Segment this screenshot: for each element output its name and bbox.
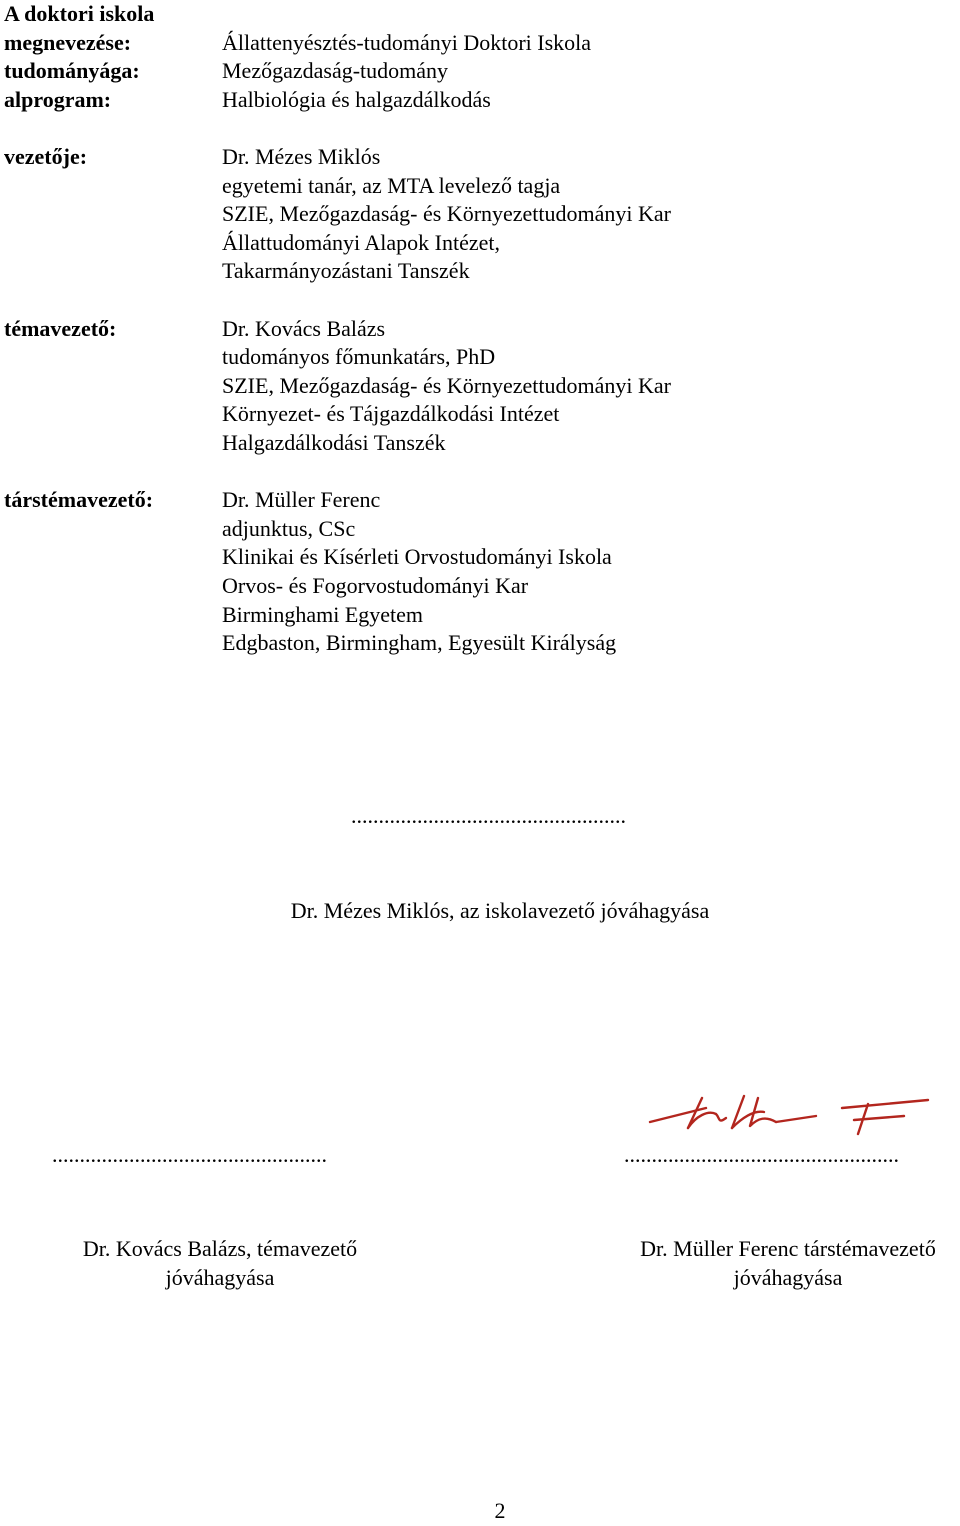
- cosupervisor-line: Klinikai és Kísérleti Orvostudományi Iskola: [222, 544, 612, 570]
- head-label: vezetője:: [4, 144, 88, 169]
- school-name-label-line-2: megnevezése:: [4, 29, 132, 55]
- school-name-label-line-1: A doktori iskola: [4, 1, 155, 26]
- field-label: tudományága:: [4, 58, 140, 84]
- supervisor-approval-caption-1: Dr. Kovács Balázs, témavezető: [82, 1236, 358, 1261]
- cosupervisor-signature: [646, 1088, 936, 1138]
- school-subprogram: Halbiológia és halgazdálkodás: [222, 86, 491, 112]
- supervisor-signature-line: ..................................................: [52, 1142, 327, 1167]
- supervisor-line: tudományos főmunkatárs, PhD: [222, 344, 496, 370]
- cosupervisor-info: [222, 486, 616, 658]
- supervisor-info: [222, 315, 671, 458]
- school-field: Mezőgazdaság-tudomány: [222, 58, 449, 84]
- head-line: SZIE, Mezőgazdaság- és Környezettudományi Kar: [222, 201, 672, 227]
- subprogram-label: alprogram:: [4, 86, 112, 112]
- head-line: egyetemi tanár, az MTA levelező tagja: [222, 172, 561, 198]
- cosupervisor-signature-line: ..................................................: [624, 1142, 899, 1167]
- supervisor-line: Halgazdálkodási Tanszék: [222, 429, 446, 455]
- head-line: Takarmányozástani Tanszék: [222, 258, 470, 284]
- school-head-signature-line: ..................................................: [351, 803, 626, 828]
- head-line: Állattudományi Alapok Intézet,: [222, 229, 500, 255]
- school-info: [222, 29, 591, 115]
- school-head-approval-caption: Dr. Mézes Miklós, az iskolavezető jóváhagyása: [290, 898, 710, 923]
- cosupervisor-approval-caption-2: jóváhagyása: [733, 1264, 843, 1290]
- supervisor-approval-caption-2: jóváhagyása: [165, 1264, 275, 1290]
- page-number: 2: [494, 1498, 506, 1523]
- cosupervisor-line: Birminghami Egyetem: [222, 601, 424, 627]
- cosupervisor-line: Dr. Müller Ferenc: [222, 487, 381, 513]
- head-line: Dr. Mézes Miklós: [222, 144, 381, 169]
- cosupervisor-line: Edgbaston, Birmingham, Egyesült Királyság: [222, 630, 617, 656]
- supervisor-label: témavezető:: [4, 315, 117, 341]
- head-info: [222, 143, 671, 286]
- supervisor-line: SZIE, Mezőgazdaság- és Környezettudományi Kar: [222, 372, 672, 398]
- cosupervisor-line: adjunktus, CSc: [222, 515, 356, 541]
- cosupervisor-line: Orvos- és Fogorvostudományi Kar: [222, 572, 529, 598]
- cosupervisor-label: társtémavezető:: [4, 487, 154, 513]
- cosupervisor-approval-caption-1: Dr. Müller Ferenc társtémavezető: [640, 1236, 936, 1261]
- supervisor-line: Környezet- és Tájgazdálkodási Intézet: [222, 401, 560, 427]
- supervisor-line: Dr. Kovács Balázs: [222, 315, 386, 341]
- school-name: Állattenyésztés-tudományi Doktori Iskola: [222, 29, 592, 55]
